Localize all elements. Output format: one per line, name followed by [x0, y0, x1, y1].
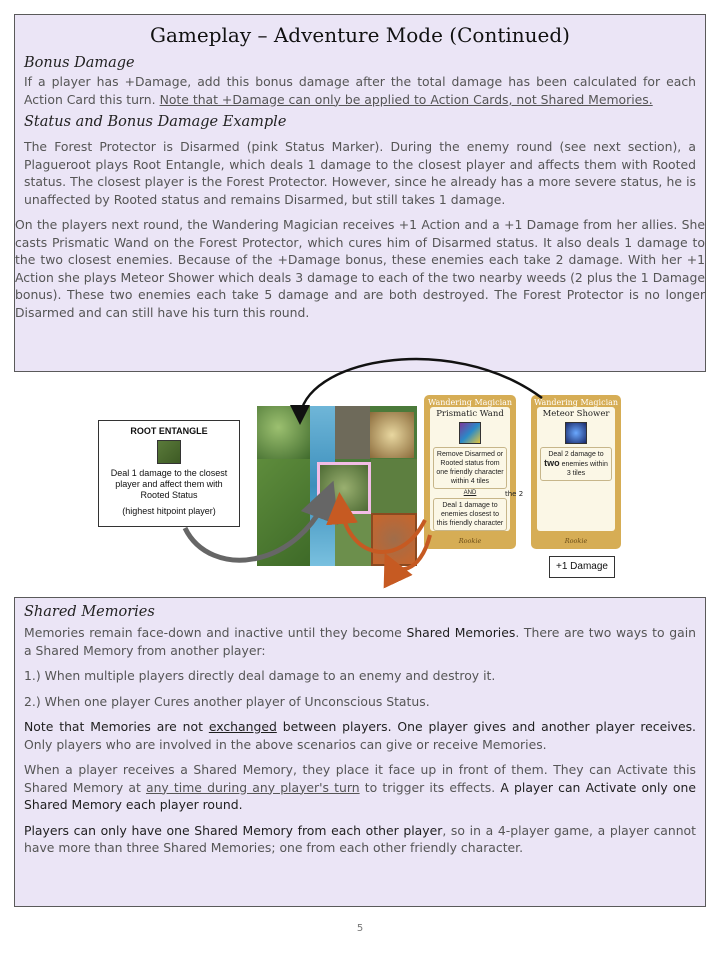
- shared-p1b: Shared Memories: [406, 625, 516, 640]
- prismatic-wand-icon: [459, 422, 481, 444]
- shared-paragraph-3: [24, 761, 696, 814]
- enemy-tile-bottom: [371, 513, 417, 566]
- card2-body: [537, 407, 615, 531]
- shared-paragraph-2: [24, 718, 696, 753]
- shared-p2d: Only players who are involved in the above scenarios can give or receive Memories.: [24, 736, 547, 752]
- board-tile-rock: [335, 406, 370, 459]
- page-title: Gameplay – Adventure Mode (Continued): [150, 23, 570, 47]
- card2-text-b: two: [544, 458, 560, 468]
- card1-footer: Rookie: [458, 537, 482, 545]
- bonus-damage-note: Note that +Damage can only be applied to Action Cards, not Shared Memories.: [159, 91, 653, 107]
- shared-p3b: any time during any player's turn: [145, 779, 360, 795]
- game-board: [257, 406, 417, 566]
- shared-paragraph-1: [24, 624, 696, 659]
- example-paragraph-1: The Forest Protector is Disarmed (pink Status Marker). During the enemy round (see next section), a Plagueroot plays Root Entangle, which deals 1 damage to the closest player and affects them with Rooted status. The closest player is the Forest Protector. However, since he already has a more severe status, he is unaffected by Rooted status and remains Disarmed, but still takes 1 damage.: [24, 139, 696, 207]
- top-panel: [14, 14, 706, 372]
- prismatic-wand-card: [424, 395, 516, 549]
- bottom-panel: [14, 597, 706, 907]
- card2-name: Meteor Shower: [542, 409, 610, 419]
- card1-and: AND: [463, 490, 477, 496]
- bonus-damage-text: [24, 73, 696, 108]
- shared-p2c: between players. One player gives and another player receives.: [276, 719, 696, 734]
- card2-header: Wandering Magician: [533, 398, 619, 407]
- card2-text-c: enemies within 3 tiles: [561, 461, 608, 477]
- board-tile-bottom: [335, 514, 371, 566]
- forest-protector-tile: [317, 462, 371, 514]
- meteor-shower-icon: [565, 422, 587, 444]
- shared-p2b: exchanged: [208, 719, 277, 734]
- page-number: 5: [356, 923, 364, 934]
- board-tile-moss: [371, 459, 417, 513]
- shared-p1c: . There are two ways to gain a Shared Memory from another player:: [24, 625, 696, 658]
- shared-item-1: 1.) When multiple players directly deal damage to an enemy and destroy it.: [24, 668, 496, 683]
- root-entangle-card: [98, 420, 240, 527]
- card1-annotation: the 2: [505, 490, 524, 498]
- shared-p4a: Players can only have one Shared Memory from each other player: [24, 822, 443, 838]
- damage-bonus-label: +1 Damage: [549, 556, 615, 578]
- example-paragraph-2: On the players next round, the Wandering Magician receives +1 Action and a +1 Damage from her allies. She casts Prismatic Wand on the Forest Protector, which cures him of Disarmed status. It also deals 1 damage to the two closest enemies. Because of the +Damage bonus, these enemies each take 2 damage. With her +1 Action she plays Meteor Shower which deals 3 damage to each of the two nearby weeds (2 plus the 1 Damage bonus). These two enemies each take 5 damage and are both destroyed. The Forest Protector is no longer Disarmed and can still have his turn this round.: [15, 217, 705, 320]
- card2-text-a: Deal 2 damage to: [548, 451, 604, 458]
- board-tile-grass: [257, 459, 310, 566]
- root-card-text: Deal 1 damage to the closest player and affect them with Rooted Status: [110, 468, 228, 500]
- bonus-damage-heading: Bonus Damage: [24, 55, 135, 71]
- shared-p1a: Memories remain face-down and inactive until they become: [24, 625, 407, 640]
- card1-header: Wandering Magician: [427, 398, 513, 407]
- card1-text2: Deal 1 damage to enemies closest to this friendly character: [433, 498, 507, 531]
- shared-p2a: Note that Memories are not: [24, 719, 209, 734]
- meteor-shower-card: [531, 395, 621, 549]
- board-tile-tree: [257, 406, 310, 459]
- example-heading: Status and Bonus Damage Example: [24, 114, 287, 130]
- card1-name: Prismatic Wand: [436, 409, 504, 419]
- shared-p4b: , so in a 4-player game, a player cannot have more than three Shared Memories; one from each other friendly character.: [24, 822, 697, 855]
- root-card-note: (highest hitpoint player): [122, 506, 216, 516]
- shared-p3a: When a player receives a Shared Memory, they place it face up in front of them. They can Activate this Shared Memory at: [24, 762, 696, 795]
- card1-body: [430, 407, 510, 531]
- shared-item-2: 2.) When one player Cures another player of Unconscious Status.: [24, 693, 430, 709]
- card1-text1: Remove Disarmed or Rooted status from one friendly character within 4 tiles: [433, 447, 507, 489]
- shared-p3d: A player can Activate only one Shared Memory each player round.: [24, 779, 696, 812]
- card2-footer: Rookie: [564, 537, 588, 545]
- root-card-icon: [157, 440, 181, 464]
- shared-memories-heading: Shared Memories: [24, 604, 155, 620]
- shared-p3c: to trigger its effects.: [359, 779, 501, 795]
- board-tile-fairy: [370, 412, 414, 458]
- bonus-damage-sentence: If a player has +Damage, add this bonus damage after the total damage has been calculated for each Action Card this turn.: [24, 74, 696, 107]
- shared-paragraph-4: [24, 822, 696, 857]
- card2-text: [540, 447, 612, 481]
- root-card-title: ROOT ENTANGLE: [130, 426, 208, 436]
